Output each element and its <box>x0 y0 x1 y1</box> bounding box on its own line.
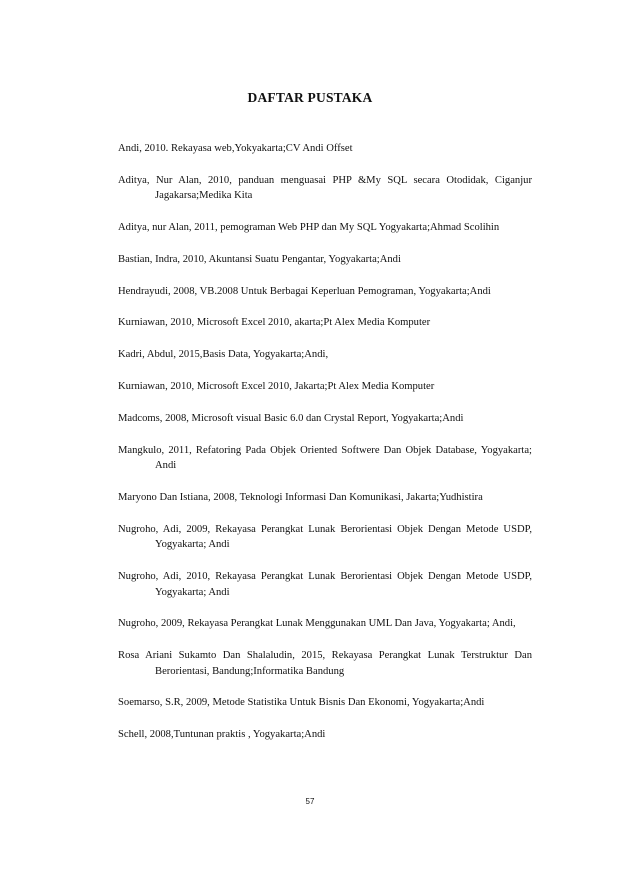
reference-item: Soemarso, S.R, 2009, Metode Statistika Untuk Bisnis Dan Ekonomi, Yogyakarta;Andi <box>118 697 485 709</box>
reference-item: Schell, 2008,Tuntunan praktis , Yogyakarta;Andi <box>118 729 326 741</box>
reference-item: Kadri, Abdul, 2015,Basis Data, Yogyakarta;Andi, <box>118 349 329 361</box>
reference-item: Mangkulo, 2011, Refatoring Pada Objek Oriented Softwere Dan Objek Database, Yogyakarta; Andi <box>118 444 532 472</box>
reference-item: Nugroho, 2009, Rekayasa Perangkat Lunak Menggunakan UML Dan Java, Yogyakarta; Andi, <box>118 618 516 630</box>
page-title: DAFTAR PUSTAKA <box>247 90 373 105</box>
reference-item: Hendrayudi, 2008, VB.2008 Untuk Berbagai Keperluan Pemograman, Yogyakarta;Andi <box>118 285 491 297</box>
page-number: 57 <box>305 797 315 806</box>
reference-item: Maryono Dan Istiana, 2008, Teknologi Informasi Dan Komunikasi, Jakarta;Yudhistira <box>118 491 483 503</box>
reference-item: Kurniawan, 2010, Microsoft Excel 2010, akarta;Pt Alex Media Komputer <box>118 317 431 329</box>
reference-item: Rosa Ariani Sukamto Dan Shalaludin, 2015, Rekayasa Perangkat Lunak Terstruktur Dan Berorientasi, Bandung;Informatika Bandung <box>118 650 532 677</box>
reference-item: Aditya, nur Alan, 2011, pemograman Web PHP dan My SQL Yogyakarta;Ahmad Scolihin <box>118 222 500 234</box>
reference-item: Madcoms, 2008, Microsoft visual Basic 6.0 dan Crystal Report, Yogyakarta;Andi <box>118 412 464 424</box>
reference-item: Bastian, Indra, 2010, Akuntansi Suatu Pengantar, Yogyakarta;Andi <box>118 253 401 265</box>
reference-list <box>118 141 532 759</box>
reference-item: Andi, 2010. Rekayasa web,Yokyakarta;CV Andi Offset <box>118 143 353 154</box>
reference-item: Nugroho, Adi, 2009, Rekayasa Perangkat Lunak Berorientasi Objek Dengan Metode USDP, Yogyakarta; Andi <box>118 523 532 551</box>
reference-item: Nugroho, Adi, 2010, Rekayasa Perangkat Lunak Berorientasi Objek Dengan Metode USDP, Yogyakarta; Andi <box>118 571 532 598</box>
reference-item: Kurniawan, 2010, Microsoft Excel 2010, Jakarta;Pt Alex Media Komputer <box>118 381 435 393</box>
reference-item: Aditya, Nur Alan, 2010, panduan menguasai PHP &My SQL secara Otodidak, Ciganjur Jagakarsa;Medika Kita <box>118 174 532 202</box>
